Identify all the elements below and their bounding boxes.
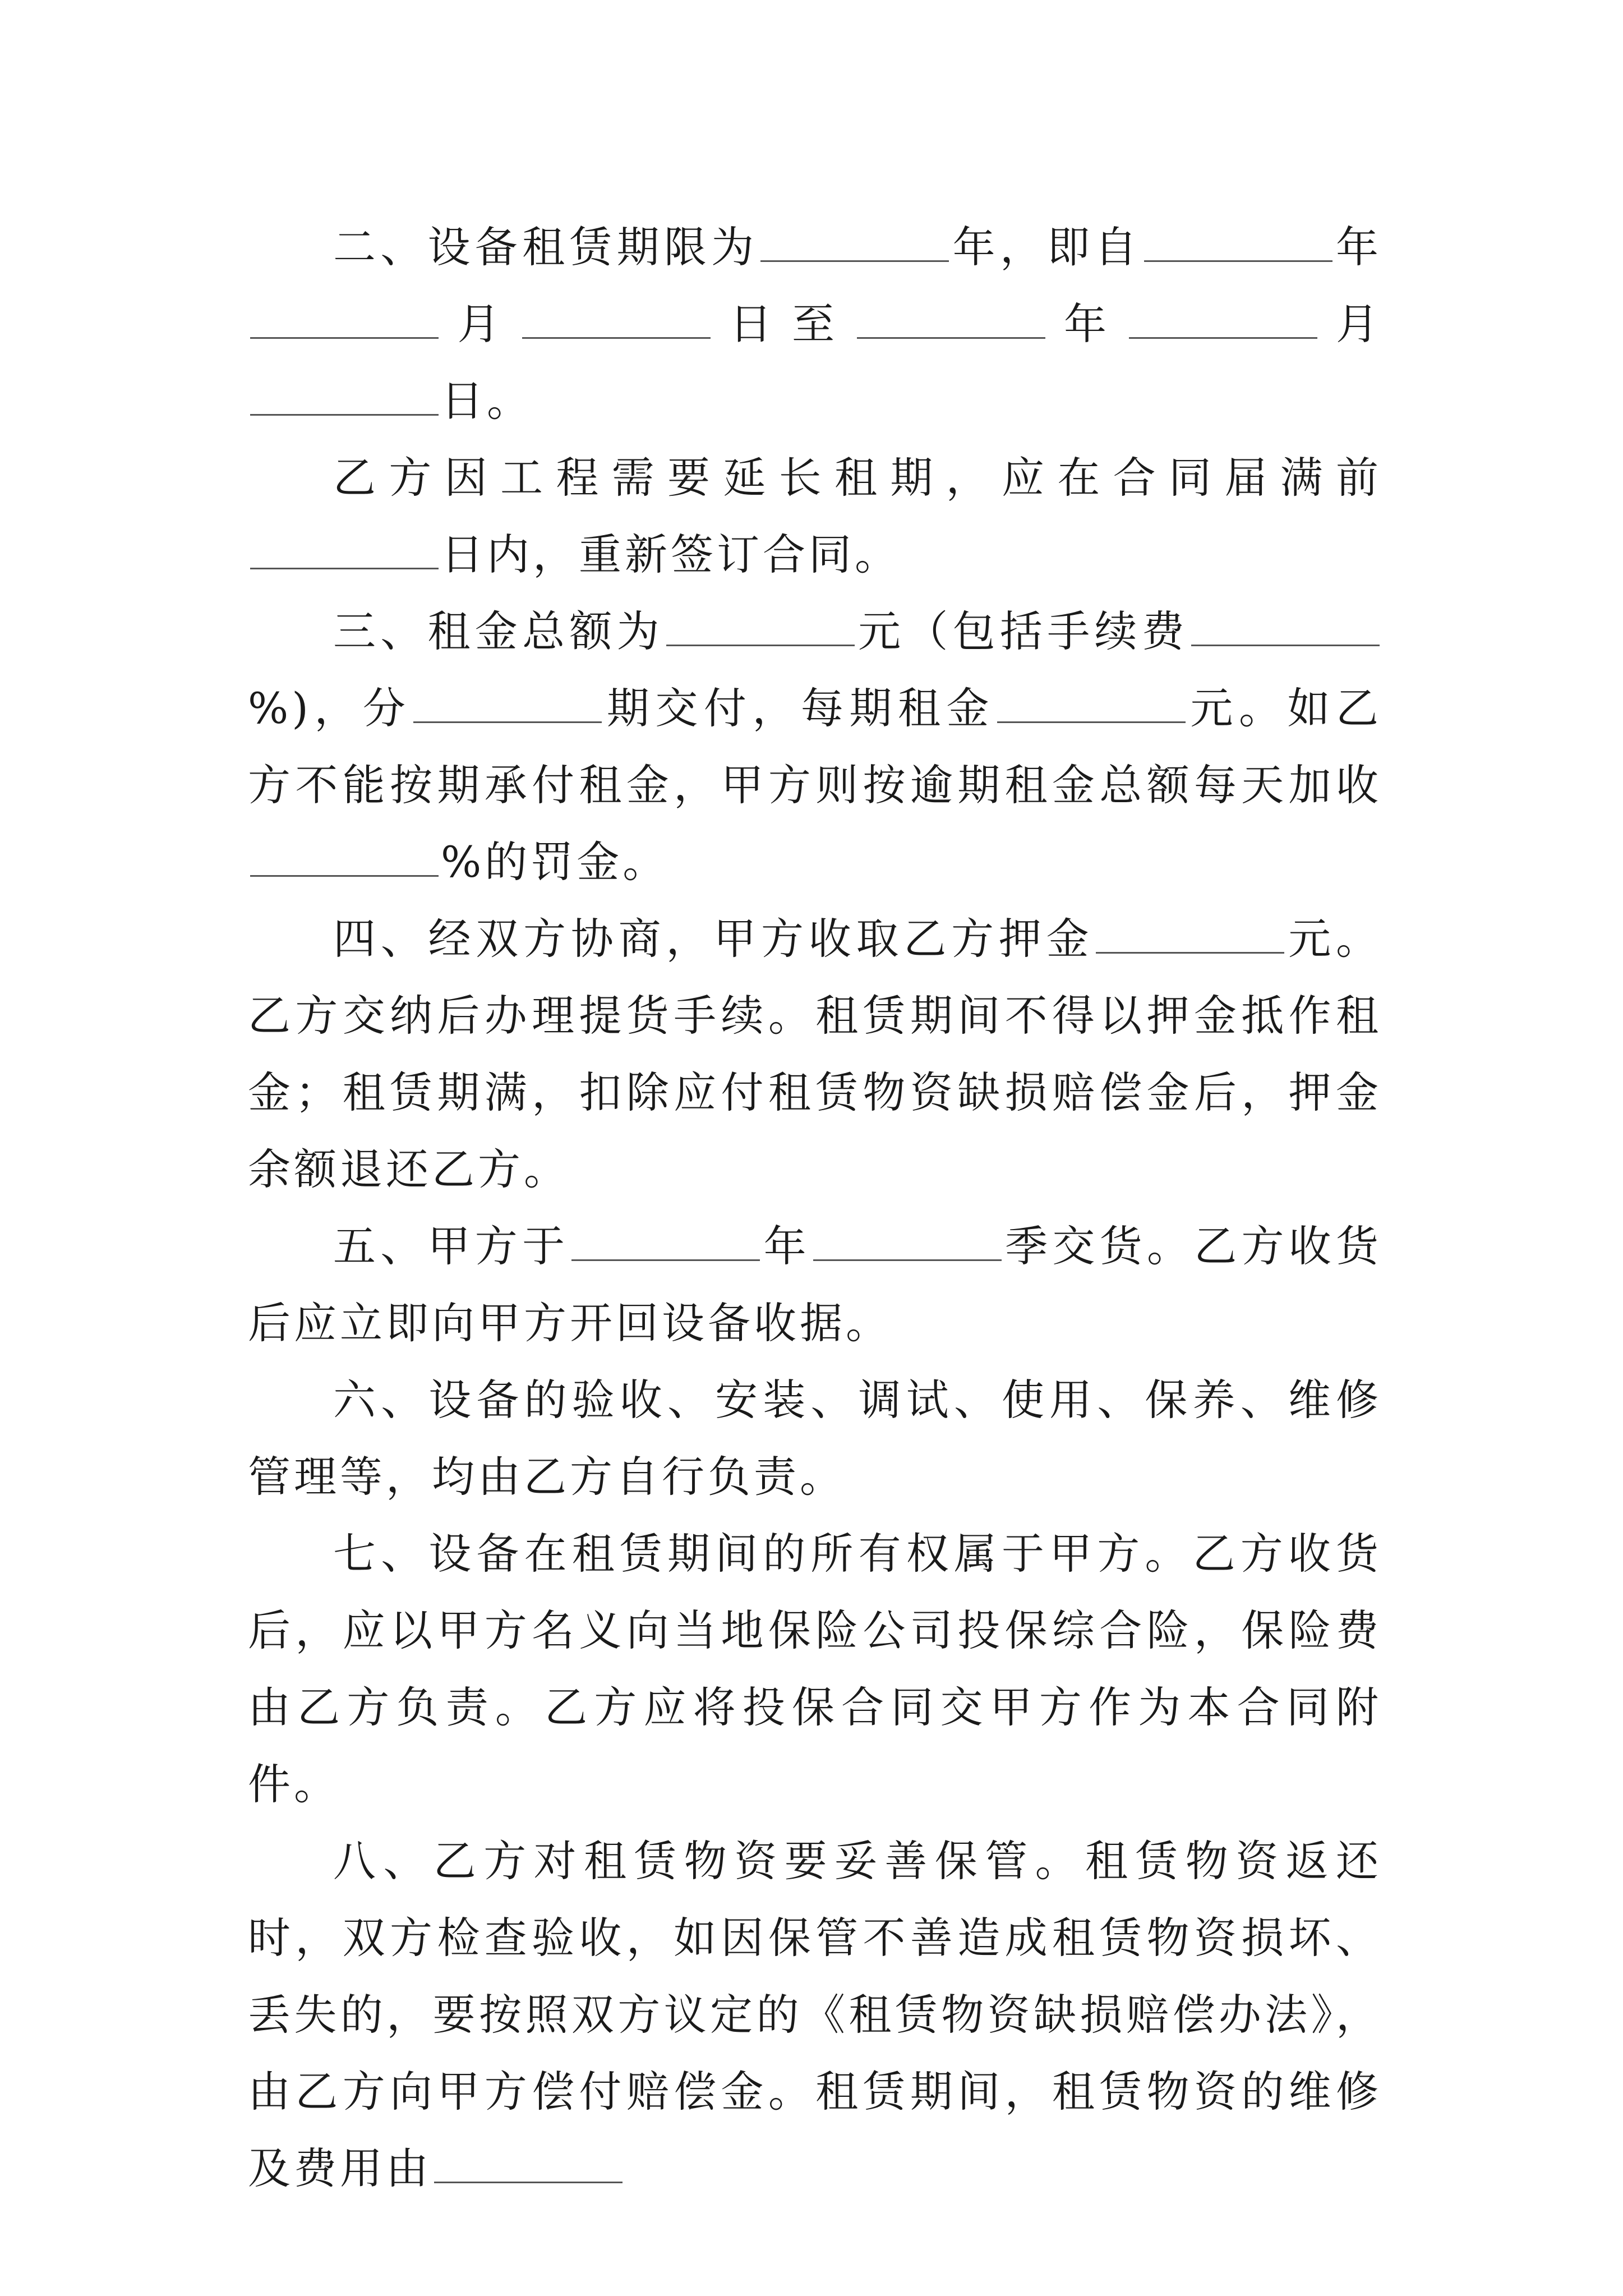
text-run: 三、租金总额为: [333, 606, 664, 656]
text-run: 年: [762, 1221, 811, 1271]
fill-in-blank: [760, 227, 949, 262]
text-run: %的罚金。: [441, 837, 669, 887]
fill-in-blank: [1144, 227, 1332, 262]
fill-in-blank: [1191, 611, 1380, 646]
paragraph-p6: [248, 1361, 1382, 1515]
text-run: 五、甲方于: [333, 1221, 570, 1271]
text-run: 元。乙方交纳后办理提货手续。租赁期间不得以押金抵作租金；租赁期满，扣除应付租赁物资缺损赔偿金后，押金余额退还乙方。: [248, 914, 1382, 1194]
text-run: 八、乙方对租赁物资要妥善保管。租赁物资返还时，双方检查验收，如因保管不善造成租赁物资损坏、丢失的，要按照双方议定的《租赁物资缺损赔偿办法》，由乙方向甲方偿付赔偿金。租赁期间，租赁物资的维修及费用由: [248, 1836, 1382, 2193]
text-run: 日至: [713, 299, 855, 349]
fill-in-blank: [857, 303, 1045, 339]
text-run: 日内，重新签订合同。: [441, 530, 901, 579]
text-run: 元。如乙方不能按期承付租金，甲方则按逾期租金总额每天加收: [248, 683, 1382, 810]
fill-in-blank: [1129, 303, 1317, 339]
fill-in-blank: [434, 2148, 623, 2183]
fill-in-blank: [571, 1226, 760, 1261]
fill-in-blank: [250, 841, 439, 877]
fill-in-blank: [250, 303, 439, 339]
text-run: 月: [1319, 299, 1382, 349]
text-run: 乙方因工程需要延长租期，应在合同届满前: [333, 453, 1382, 503]
fill-in-blank: [666, 611, 855, 646]
text-run: 二、设备租赁期限为: [333, 222, 759, 272]
text-run: 元（包括手续费: [856, 606, 1189, 656]
fill-in-blank: [1096, 918, 1284, 954]
text-run: 六、设备的验收、安装、调试、使用、保养、维修管理等，均由乙方自行负责。: [248, 1375, 1382, 1502]
paragraph-p3: [248, 593, 1382, 900]
text-run: 季交货。乙方收货后应立即向甲方开回设备收据。: [248, 1221, 1382, 1348]
text-run: 七、设备在租赁期间的所有权属于甲方。乙方收货后，应以甲方名义向当地保险公司投保综合险，保险费由乙方负责。乙方应将投保合同交甲方作为本合同附件。: [248, 1529, 1382, 1809]
fill-in-blank: [250, 380, 439, 416]
paragraph-p5: [248, 1208, 1382, 1361]
text-run: 年: [1334, 222, 1382, 272]
fill-in-blank: [813, 1226, 1002, 1261]
paragraph-p4: [248, 900, 1382, 1208]
text-run: 日。: [441, 376, 533, 426]
paragraph-p-extend: [248, 439, 1382, 593]
text-run: 期交付，每期租金: [604, 683, 995, 733]
paragraph-p7: [248, 1515, 1382, 1823]
contract-body: [248, 209, 1382, 2207]
fill-in-blank: [413, 688, 602, 723]
text-run: 月: [441, 299, 520, 349]
fill-in-blank: [997, 688, 1186, 723]
fill-in-blank: [250, 534, 439, 569]
paragraph-p2: [248, 209, 1382, 439]
fill-in-blank: [522, 303, 711, 339]
text-run: 年，即自: [951, 222, 1142, 272]
text-run: 年: [1047, 299, 1127, 349]
paragraph-p8: [248, 1823, 1382, 2207]
text-run: 四、经双方协商，甲方收取乙方押金: [333, 914, 1094, 964]
text-run: %)，分: [248, 683, 412, 733]
